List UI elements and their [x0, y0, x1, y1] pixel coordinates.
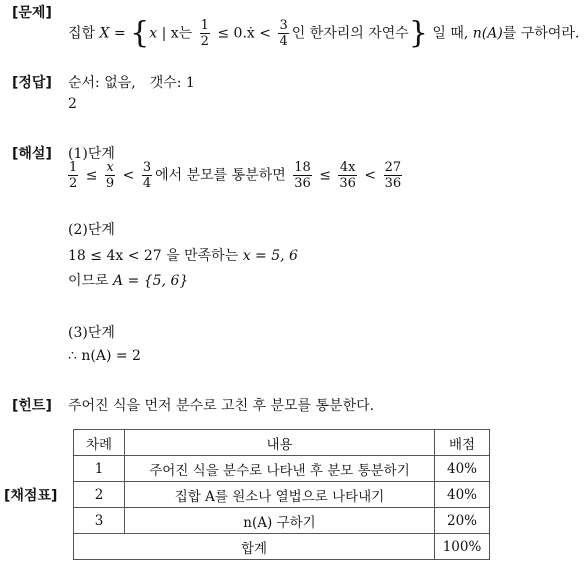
frac-num: 3 — [142, 160, 152, 175]
answer-line1: 순서: 없음, 갯수: 1 — [68, 75, 195, 91]
header-cell: 차례 — [74, 430, 125, 456]
problem-statement — [68, 15, 580, 51]
answer-line2: 2 — [68, 96, 77, 112]
leq-sign: ≤ — [85, 167, 98, 184]
condition-tail: 인 한자리의 자연수 — [291, 25, 409, 42]
table-row — [74, 456, 490, 482]
frac-num: 18 — [294, 160, 311, 175]
row-no: 3 — [74, 508, 125, 534]
hint-label: [힌트] — [12, 398, 52, 414]
left-brace-icon: { — [130, 15, 150, 51]
solution-values: x = 5, 6 — [242, 248, 298, 264]
solution-step1-equation — [68, 160, 405, 191]
leq-sign: ≤ — [319, 167, 331, 184]
scoring-table — [73, 429, 490, 560]
table-total-row — [74, 534, 490, 560]
fraction — [338, 160, 357, 191]
row-points: 20% — [435, 508, 490, 534]
set-var: X — [99, 25, 110, 42]
table-header-row — [74, 430, 490, 456]
inequality: 18 ≤ 4x < 27 — [68, 248, 162, 264]
row-content: 집합 A를 원소나 열법으로 나타내기 — [125, 482, 435, 508]
frac-den: 2 — [69, 176, 78, 191]
solution-step3-result: ∴ n(A) = 2 — [68, 348, 141, 364]
frac-num: 1 — [200, 18, 209, 33]
frac-den: 36 — [384, 176, 402, 191]
solution-step2-title: (2)단계 — [68, 222, 115, 238]
row-points: 40% — [435, 482, 490, 508]
header-cell: 배점 — [435, 430, 490, 456]
fraction — [105, 160, 115, 191]
step1-text: 에서 분모를 통분하면 — [155, 167, 286, 184]
frac-num: x — [106, 160, 114, 175]
frac-num: 1 — [69, 160, 78, 175]
frac-den: 36 — [339, 176, 356, 191]
problem-label: [문제] — [12, 5, 52, 21]
problem-text-after: 일 때, — [432, 25, 469, 42]
leq-sign: ≤ — [217, 25, 230, 42]
total-points: 100% — [435, 534, 490, 560]
x-is: x는 — [170, 25, 193, 42]
eq-sign: = — [113, 25, 126, 42]
step2-text: 을 만족하는 — [166, 248, 239, 264]
solution-step1-title: (1)단계 — [68, 146, 115, 162]
solution-label: [해설] — [12, 146, 52, 162]
n-of-a: n(A) — [472, 25, 503, 42]
lt-sign: < — [364, 167, 377, 184]
frac-den: 2 — [200, 34, 209, 49]
fraction-one-half — [200, 18, 210, 49]
right-brace-icon: } — [408, 15, 428, 51]
row-content: n(A) 구하기 — [125, 508, 435, 534]
solution-step2-line2 — [68, 270, 188, 290]
total-label: 합계 — [74, 534, 435, 560]
frac-num: 4x — [339, 160, 356, 175]
table-row — [74, 482, 490, 508]
frac-den: 36 — [294, 176, 311, 191]
problem-text-before: 집합 — [68, 25, 96, 42]
frac-num: 3 — [279, 18, 288, 33]
frac-den: 4 — [142, 176, 152, 191]
row-content: 주어진 식을 분수로 나타낸 후 분모 통분하기 — [125, 456, 435, 482]
row-no: 1 — [74, 456, 125, 482]
fraction — [384, 160, 403, 191]
lt-sign: < — [259, 25, 271, 42]
frac-den: 9 — [105, 176, 115, 191]
solution-step3-title: (3)단계 — [68, 325, 115, 341]
element-var: x — [149, 25, 158, 42]
problem-ending: 를 구하여라. — [502, 25, 580, 42]
step2-text: 이므로 — [68, 273, 109, 289]
repeating-decimal: 0.ẋ — [233, 25, 255, 42]
fraction — [293, 160, 312, 191]
row-no: 2 — [74, 482, 125, 508]
scoring-label: [채점표] — [4, 488, 58, 504]
table-row — [74, 508, 490, 534]
hint-text: 주어진 식을 먼저 분수로 고친 후 분모를 통분한다. — [68, 398, 375, 414]
bar: | — [161, 25, 167, 42]
answer-label: [정답] — [12, 75, 52, 91]
set-a: A = {5, 6} — [113, 273, 189, 289]
frac-num: 27 — [384, 160, 402, 175]
header-cell: 내용 — [125, 430, 435, 456]
lt-sign: < — [122, 167, 135, 184]
fraction — [68, 160, 78, 191]
solution-step2-line1 — [68, 245, 298, 265]
fraction-three-quarters — [278, 18, 288, 49]
row-points: 40% — [435, 456, 490, 482]
frac-den: 4 — [279, 34, 288, 49]
fraction — [142, 160, 152, 191]
